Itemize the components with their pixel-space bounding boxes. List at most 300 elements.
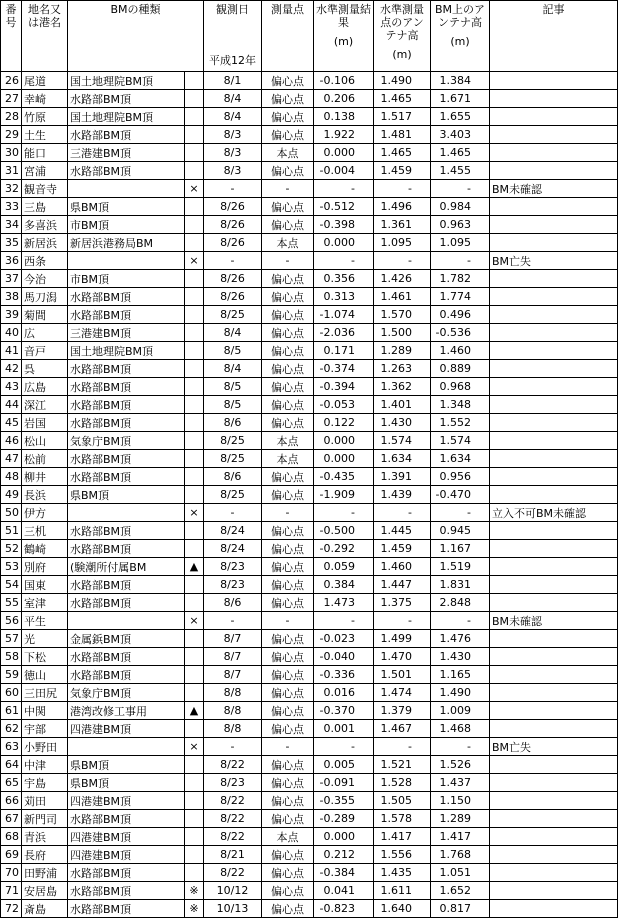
header-antenna-unit: (m): [392, 48, 412, 61]
cell-bm-type: 三港建BM頂: [68, 324, 185, 342]
cell-antenna: 1.459: [374, 162, 431, 180]
cell-bm-type: [68, 738, 185, 756]
cell-antenna: -: [374, 738, 431, 756]
cell-result: 0.384: [314, 576, 374, 594]
cell-point: 偏心点: [262, 108, 314, 126]
cell-point: 偏心点: [262, 576, 314, 594]
header-bm-type: BMの種類: [68, 1, 204, 72]
cell-no: 64: [1, 756, 22, 774]
cell-mark: [185, 288, 204, 306]
table-row: [1, 324, 618, 342]
cell-antenna: 1.611: [374, 882, 431, 900]
table-row: [1, 540, 618, 558]
cell-port: 松山: [22, 432, 68, 450]
cell-bm-antenna: 1.009: [431, 702, 490, 720]
cell-point: 偏心点: [262, 486, 314, 504]
cell-result: 0.000: [314, 450, 374, 468]
cell-result: -0.512: [314, 198, 374, 216]
cell-antenna: 1.578: [374, 810, 431, 828]
cell-port: 竹原: [22, 108, 68, 126]
cell-no: 55: [1, 594, 22, 612]
cell-no: 29: [1, 126, 22, 144]
cell-antenna: 1.461: [374, 288, 431, 306]
cell-note: [490, 432, 618, 450]
cell-note: [490, 810, 618, 828]
cell-port: 音戸: [22, 342, 68, 360]
cell-bm-type: 水路部BM頂: [68, 468, 185, 486]
cell-note: BM未確認: [490, 612, 618, 630]
cell-result: -2.036: [314, 324, 374, 342]
cell-port: 小野田: [22, 738, 68, 756]
cell-mark: [185, 774, 204, 792]
cell-mark: [185, 216, 204, 234]
cell-point: 偏心点: [262, 846, 314, 864]
cell-bm-antenna: 1.384: [431, 72, 490, 90]
cell-bm-antenna: 0.889: [431, 360, 490, 378]
cell-result: -0.374: [314, 360, 374, 378]
cell-antenna: 1.500: [374, 324, 431, 342]
table-row: [1, 882, 618, 900]
cell-bm-antenna: 1.526: [431, 756, 490, 774]
cell-date: 8/26: [204, 288, 262, 306]
cell-bm-antenna: 1.468: [431, 720, 490, 738]
cell-no: 49: [1, 486, 22, 504]
cell-point: 偏心点: [262, 216, 314, 234]
cell-date: 8/24: [204, 540, 262, 558]
cell-no: 54: [1, 576, 22, 594]
cell-mark: [185, 630, 204, 648]
cell-port: 青浜: [22, 828, 68, 846]
cell-result: 0.313: [314, 288, 374, 306]
table-row: [1, 864, 618, 882]
cell-no: 60: [1, 684, 22, 702]
cell-note: [490, 234, 618, 252]
cell-bm-type: 港湾改修工事用: [68, 702, 185, 720]
cell-antenna: 1.465: [374, 144, 431, 162]
cell-port: 下松: [22, 648, 68, 666]
cell-port: 馬刀潟: [22, 288, 68, 306]
cell-note: [490, 576, 618, 594]
cell-point: 偏心点: [262, 396, 314, 414]
table-row: [1, 234, 618, 252]
cell-result: -0.053: [314, 396, 374, 414]
cell-point: 偏心点: [262, 324, 314, 342]
cell-bm-antenna: 1.652: [431, 882, 490, 900]
table-row: [1, 846, 618, 864]
cell-antenna: 1.501: [374, 666, 431, 684]
cell-result: 0.041: [314, 882, 374, 900]
cell-port: 能口: [22, 144, 68, 162]
cell-bm-type: 水路部BM頂: [68, 450, 185, 468]
cell-bm-type: 水路部BM頂: [68, 540, 185, 558]
cell-no: 62: [1, 720, 22, 738]
cell-result: -0.292: [314, 540, 374, 558]
table-row: [1, 666, 618, 684]
cell-note: [490, 846, 618, 864]
cell-note: [490, 108, 618, 126]
cell-port: 長浜: [22, 486, 68, 504]
header-antenna: [374, 1, 431, 72]
cell-note: BM亡失: [490, 738, 618, 756]
cell-point: 偏心点: [262, 594, 314, 612]
cell-mark: [185, 270, 204, 288]
cell-bm-antenna: 1.165: [431, 666, 490, 684]
cell-bm-type: 四港建BM頂: [68, 720, 185, 738]
cell-note: [490, 828, 618, 846]
cell-result: 0.000: [314, 828, 374, 846]
cell-date: 8/4: [204, 324, 262, 342]
cell-bm-type: 水路部BM頂: [68, 576, 185, 594]
cell-mark: [185, 72, 204, 90]
cell-bm-type: (験潮所付属BM: [68, 558, 185, 576]
cell-point: 偏心点: [262, 684, 314, 702]
cell-note: [490, 378, 618, 396]
cell-port: 広: [22, 324, 68, 342]
cell-no: 48: [1, 468, 22, 486]
table-row: [1, 900, 618, 918]
cell-point: 偏心点: [262, 288, 314, 306]
cell-bm-antenna: 0.984: [431, 198, 490, 216]
cell-point: 偏心点: [262, 558, 314, 576]
cell-mark: [185, 450, 204, 468]
cell-port: 苅田: [22, 792, 68, 810]
cell-result: -0.394: [314, 378, 374, 396]
cell-result: -: [314, 252, 374, 270]
cell-result: 1.922: [314, 126, 374, 144]
cell-note: [490, 450, 618, 468]
cell-no: 38: [1, 288, 22, 306]
cell-result: 0.206: [314, 90, 374, 108]
cell-bm-antenna: -: [431, 504, 490, 522]
cell-no: 27: [1, 90, 22, 108]
cell-no: 65: [1, 774, 22, 792]
cell-bm-type: 四港建BM頂: [68, 828, 185, 846]
cell-mark: [185, 810, 204, 828]
cell-mark: ×: [185, 252, 204, 270]
cell-bm-type: [68, 252, 185, 270]
cell-no: 61: [1, 702, 22, 720]
cell-note: [490, 756, 618, 774]
table-row: [1, 738, 618, 756]
cell-antenna: 1.528: [374, 774, 431, 792]
header-antenna-label: 水準測量点のアンテナ高: [380, 3, 425, 42]
cell-port: 中津: [22, 756, 68, 774]
cell-result: 0.005: [314, 756, 374, 774]
cell-result: -0.023: [314, 630, 374, 648]
cell-antenna: 1.362: [374, 378, 431, 396]
cell-no: 57: [1, 630, 22, 648]
cell-bm-antenna: 1.455: [431, 162, 490, 180]
cell-bm-type: 国土地理院BM頂: [68, 108, 185, 126]
cell-point: -: [262, 180, 314, 198]
cell-point: 偏心点: [262, 810, 314, 828]
cell-bm-type: 水路部BM頂: [68, 666, 185, 684]
cell-bm-type: 水路部BM頂: [68, 378, 185, 396]
cell-port: 観音寺: [22, 180, 68, 198]
cell-result: -0.091: [314, 774, 374, 792]
cell-point: -: [262, 504, 314, 522]
cell-bm-type: 県BM頂: [68, 198, 185, 216]
cell-no: 56: [1, 612, 22, 630]
table-row: [1, 594, 618, 612]
cell-mark: [185, 324, 204, 342]
cell-point: 本点: [262, 432, 314, 450]
cell-bm-antenna: 0.963: [431, 216, 490, 234]
cell-bm-type: 気象庁BM頂: [68, 684, 185, 702]
table-row: [1, 810, 618, 828]
cell-mark: [185, 594, 204, 612]
table-row: [1, 108, 618, 126]
cell-antenna: 1.634: [374, 450, 431, 468]
cell-note: [490, 360, 618, 378]
table-row: [1, 522, 618, 540]
cell-bm-antenna: 1.167: [431, 540, 490, 558]
cell-date: 8/7: [204, 666, 262, 684]
cell-mark: [185, 234, 204, 252]
cell-no: 32: [1, 180, 22, 198]
cell-point: 偏心点: [262, 756, 314, 774]
cell-mark: [185, 342, 204, 360]
cell-date: -: [204, 612, 262, 630]
cell-port: 多喜浜: [22, 216, 68, 234]
table-row: [1, 360, 618, 378]
header-no: 番号: [1, 1, 22, 72]
cell-note: [490, 324, 618, 342]
header-point: 測量点: [262, 1, 314, 72]
cell-no: 51: [1, 522, 22, 540]
header-date: [204, 1, 262, 72]
cell-port: 平生: [22, 612, 68, 630]
cell-point: 偏心点: [262, 864, 314, 882]
cell-port: 今治: [22, 270, 68, 288]
cell-bm-antenna: -: [431, 612, 490, 630]
cell-port: 岩国: [22, 414, 68, 432]
cell-date: 8/4: [204, 360, 262, 378]
cell-no: 69: [1, 846, 22, 864]
cell-result: 0.171: [314, 342, 374, 360]
cell-bm-antenna: 1.437: [431, 774, 490, 792]
cell-point: 偏心点: [262, 90, 314, 108]
cell-bm-antenna: 1.417: [431, 828, 490, 846]
cell-bm-type: [68, 612, 185, 630]
cell-antenna: 1.574: [374, 432, 431, 450]
cell-antenna: -: [374, 504, 431, 522]
cell-date: 8/26: [204, 234, 262, 252]
cell-note: [490, 864, 618, 882]
table-row: [1, 396, 618, 414]
table-row: [1, 684, 618, 702]
cell-point: 偏心点: [262, 72, 314, 90]
table-row: [1, 576, 618, 594]
cell-no: 26: [1, 72, 22, 90]
cell-result: 0.356: [314, 270, 374, 288]
cell-date: 8/25: [204, 306, 262, 324]
cell-date: 8/21: [204, 846, 262, 864]
cell-antenna: 1.474: [374, 684, 431, 702]
cell-date: 8/4: [204, 90, 262, 108]
table-row: [1, 270, 618, 288]
cell-date: 8/26: [204, 270, 262, 288]
cell-point: 偏心点: [262, 270, 314, 288]
cell-bm-antenna: 1.490: [431, 684, 490, 702]
cell-port: 新居浜: [22, 234, 68, 252]
cell-no: 37: [1, 270, 22, 288]
cell-note: [490, 522, 618, 540]
table-row: [1, 144, 618, 162]
cell-bm-antenna: 1.051: [431, 864, 490, 882]
cell-no: 40: [1, 324, 22, 342]
cell-mark: [185, 432, 204, 450]
cell-port: 新門司: [22, 810, 68, 828]
cell-note: [490, 342, 618, 360]
cell-bm-type: 国土地理院BM頂: [68, 72, 185, 90]
cell-mark: [185, 846, 204, 864]
cell-no: 34: [1, 216, 22, 234]
cell-note: [490, 594, 618, 612]
cell-antenna: -: [374, 180, 431, 198]
cell-point: 本点: [262, 144, 314, 162]
cell-bm-type: 四港建BM頂: [68, 792, 185, 810]
cell-mark: [185, 864, 204, 882]
cell-result: -0.398: [314, 216, 374, 234]
cell-bm-antenna: 0.945: [431, 522, 490, 540]
cell-date: 8/22: [204, 864, 262, 882]
cell-port: 斎島: [22, 900, 68, 918]
cell-date: 8/8: [204, 702, 262, 720]
cell-antenna: 1.570: [374, 306, 431, 324]
table-row: [1, 126, 618, 144]
table-row: [1, 648, 618, 666]
cell-antenna: -: [374, 612, 431, 630]
cell-bm-antenna: 1.460: [431, 342, 490, 360]
header-date-title: 観測日: [216, 3, 250, 16]
cell-date: 8/22: [204, 810, 262, 828]
cell-mark: ×: [185, 738, 204, 756]
cell-antenna: 1.459: [374, 540, 431, 558]
cell-antenna: 1.640: [374, 900, 431, 918]
cell-point: 偏心点: [262, 522, 314, 540]
cell-point: -: [262, 738, 314, 756]
cell-no: 52: [1, 540, 22, 558]
cell-note: [490, 486, 618, 504]
cell-bm-type: 金属鋲BM頂: [68, 630, 185, 648]
cell-bm-type: 水路部BM頂: [68, 306, 185, 324]
cell-no: 53: [1, 558, 22, 576]
table-row: [1, 702, 618, 720]
cell-antenna: 1.499: [374, 630, 431, 648]
cell-port: 室津: [22, 594, 68, 612]
header-bm-antenna-label: BM上のアンテナ高: [434, 3, 486, 29]
cell-date: 8/22: [204, 792, 262, 810]
cell-date: 8/23: [204, 774, 262, 792]
cell-port: 西条: [22, 252, 68, 270]
cell-antenna: 1.447: [374, 576, 431, 594]
cell-mark: [185, 540, 204, 558]
cell-port: 安居島: [22, 882, 68, 900]
cell-date: 8/26: [204, 198, 262, 216]
table-row: [1, 216, 618, 234]
cell-point: 本点: [262, 450, 314, 468]
table-row: [1, 90, 618, 108]
table-row: [1, 72, 618, 90]
cell-result: 1.473: [314, 594, 374, 612]
cell-bm-type: [68, 180, 185, 198]
cell-note: 立入不可BM未確認: [490, 504, 618, 522]
cell-date: 8/5: [204, 342, 262, 360]
cell-port: 宇島: [22, 774, 68, 792]
cell-no: 45: [1, 414, 22, 432]
cell-point: 偏心点: [262, 162, 314, 180]
cell-point: 偏心点: [262, 126, 314, 144]
cell-point: 偏心点: [262, 540, 314, 558]
cell-note: [490, 216, 618, 234]
cell-port: 三机: [22, 522, 68, 540]
cell-port: 菊間: [22, 306, 68, 324]
cell-note: [490, 792, 618, 810]
cell-note: [490, 126, 618, 144]
cell-point: 偏心点: [262, 774, 314, 792]
cell-bm-antenna: 1.430: [431, 648, 490, 666]
cell-note: BM亡失: [490, 252, 618, 270]
cell-note: [490, 270, 618, 288]
cell-port: 三田尻: [22, 684, 68, 702]
cell-date: 8/7: [204, 648, 262, 666]
cell-point: 偏心点: [262, 720, 314, 738]
cell-bm-antenna: 1.465: [431, 144, 490, 162]
cell-antenna: 1.467: [374, 720, 431, 738]
cell-bm-type: 水路部BM頂: [68, 864, 185, 882]
cell-date: 8/22: [204, 756, 262, 774]
cell-no: 67: [1, 810, 22, 828]
cell-bm-antenna: 1.348: [431, 396, 490, 414]
table-row: [1, 720, 618, 738]
cell-mark: [185, 198, 204, 216]
cell-port: 柳井: [22, 468, 68, 486]
cell-mark: [185, 828, 204, 846]
cell-antenna: 1.481: [374, 126, 431, 144]
cell-no: 71: [1, 882, 22, 900]
cell-note: [490, 198, 618, 216]
cell-no: 72: [1, 900, 22, 918]
cell-mark: [185, 378, 204, 396]
table-row: [1, 180, 618, 198]
cell-port: 鶴崎: [22, 540, 68, 558]
cell-no: 30: [1, 144, 22, 162]
cell-mark: [185, 108, 204, 126]
cell-bm-type: 水路部BM頂: [68, 594, 185, 612]
cell-date: 10/12: [204, 882, 262, 900]
cell-antenna: 1.496: [374, 198, 431, 216]
cell-bm-type: 水路部BM頂: [68, 648, 185, 666]
cell-bm-antenna: 1.289: [431, 810, 490, 828]
table-row: [1, 612, 618, 630]
cell-bm-antenna: 1.634: [431, 450, 490, 468]
cell-date: 8/8: [204, 720, 262, 738]
cell-note: [490, 144, 618, 162]
cell-antenna: 1.435: [374, 864, 431, 882]
cell-antenna: 1.460: [374, 558, 431, 576]
cell-note: [490, 540, 618, 558]
cell-no: 66: [1, 792, 22, 810]
cell-bm-type: 水路部BM頂: [68, 126, 185, 144]
cell-mark: [185, 666, 204, 684]
cell-bm-type: 水路部BM頂: [68, 522, 185, 540]
header-port: 地名又は港名: [22, 1, 68, 72]
cell-bm-type: 水路部BM頂: [68, 360, 185, 378]
cell-bm-type: 市BM頂: [68, 216, 185, 234]
cell-mark: [185, 126, 204, 144]
cell-bm-antenna: 0.496: [431, 306, 490, 324]
